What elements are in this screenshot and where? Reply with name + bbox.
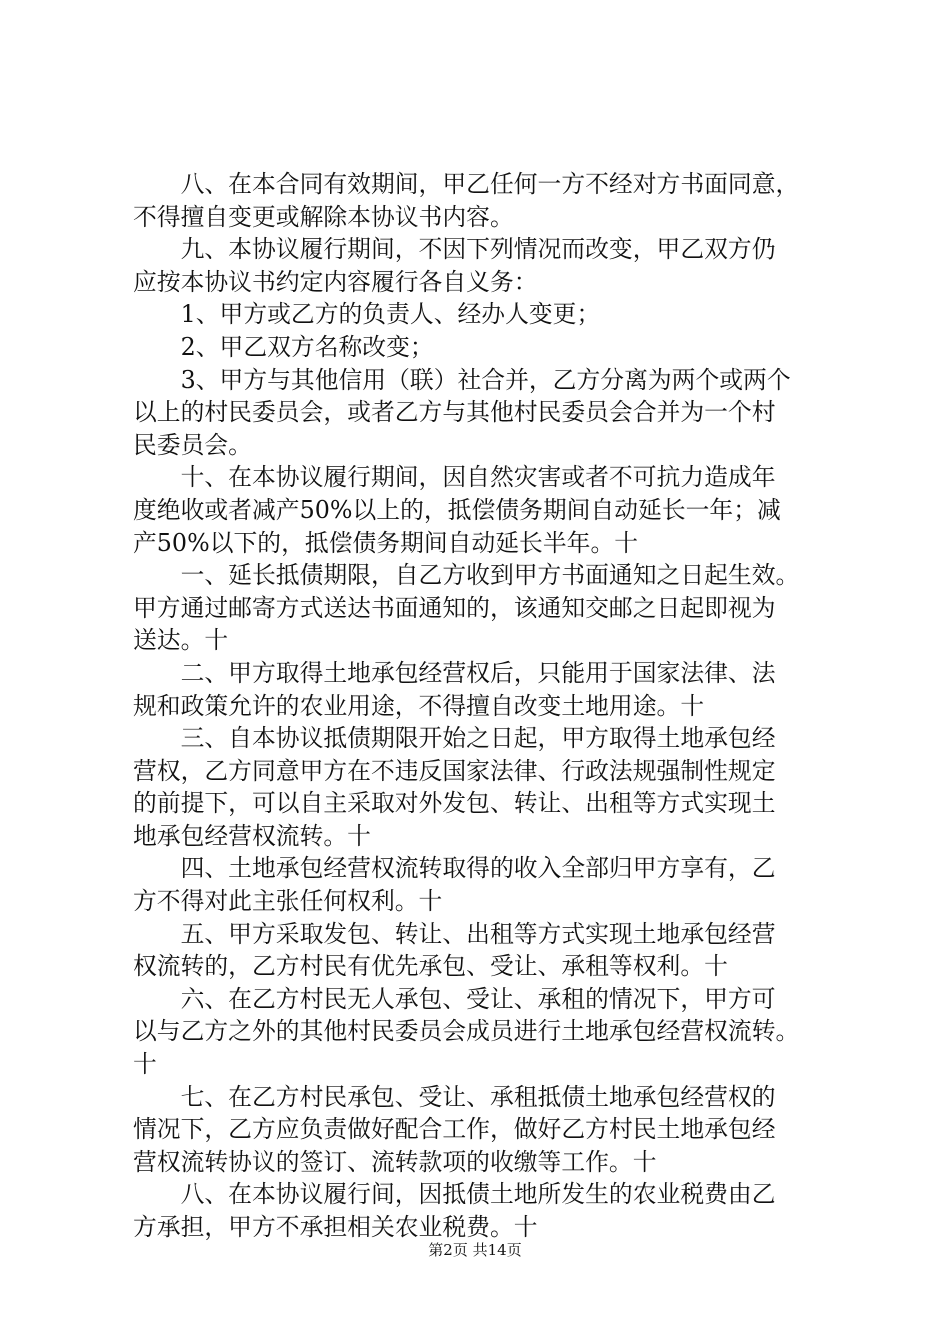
text-line: 情况下，乙方应负责做好配合工作，做好乙方村民土地承包经 <box>133 1115 776 1144</box>
text-line: 十 <box>133 1050 157 1079</box>
text-line: 以与乙方之外的其他村民委员会成员进行土地承包经营权流转。 <box>133 1017 800 1046</box>
text-line: 应按本协议书约定内容履行各自义务： <box>133 267 538 296</box>
text-line: 方承担，甲方不承担相关农业税费。十 <box>133 1213 538 1241</box>
text-line: 以上的村民委员会，或者乙方与其他村民委员会合并为一个村 <box>133 398 776 427</box>
text-line: 八、在本合同有效期间，甲乙任何一方不经对方书面同意， <box>133 170 800 198</box>
text-line: 2、甲乙双方名称改变； <box>133 332 434 361</box>
text-line: 八、在本协议履行间，因抵债土地所发生的农业税费由乙 <box>133 1180 776 1209</box>
text-line: 民委员会。 <box>133 430 252 459</box>
text-line: 六、在乙方村民无人承包、受让、承租的情况下，甲方可 <box>133 984 776 1013</box>
page-number-footer: 第2页 共14页 <box>428 1241 522 1259</box>
text-line: 产50%以下的，抵偿债务期间自动延长半年。十 <box>133 528 639 557</box>
text-line: 方不得对此主张任何权利。十 <box>133 887 443 916</box>
text-line: 地承包经营权流转。十 <box>133 821 371 850</box>
text-line: 度绝收或者减产50%以上的，抵偿债务期间自动延长一年；减 <box>133 495 781 524</box>
text-line: 四、土地承包经营权流转取得的收入全部归甲方享有，乙 <box>133 854 776 883</box>
text-line: 九、本协议履行期间，不因下列情况而改变，甲乙双方仍 <box>133 235 776 264</box>
text-line: 五、甲方采取发包、转让、出租等方式实现土地承包经营 <box>133 919 776 948</box>
text-line: 规和政策允许的农业用途，不得擅自改变土地用途。十 <box>133 691 705 720</box>
text-line: 营权，乙方同意甲方在不违反国家法律、行政法规强制性规定 <box>133 756 776 785</box>
text-line: 二、甲方取得土地承包经营权后，只能用于国家法律、法 <box>133 658 776 687</box>
text-line: 十、在本协议履行期间，因自然灾害或者不可抗力造成年 <box>133 463 776 492</box>
text-line: 甲方通过邮寄方式送达书面通知的，该通知交邮之日起即视为 <box>133 593 776 622</box>
text-line: 3、甲方与其他信用（联）社合并，乙方分离为两个或两个 <box>133 365 791 394</box>
text-line: 送达。十 <box>133 626 229 655</box>
text-line: 七、在乙方村民承包、受让、承租抵债土地承包经营权的 <box>133 1082 776 1111</box>
text-line: 不得擅自变更或解除本协议书内容。 <box>133 202 514 231</box>
text-line: 一、延长抵债期限，自乙方收到甲方书面通知之日起生效。 <box>133 561 800 590</box>
document-body <box>133 168 853 1244</box>
text-line: 三、自本协议抵债期限开始之日起，甲方取得土地承包经 <box>133 724 776 753</box>
text-line: 1、甲方或乙方的负责人、经办人变更； <box>133 300 601 329</box>
text-line: 权流转的，乙方村民有优先承包、受让、承租等权利。十 <box>133 952 728 981</box>
text-line: 营权流转协议的签订、流转款项的收缴等工作。十 <box>133 1147 657 1176</box>
text-line: 的前提下，可以自主采取对外发包、转让、出租等方式实现土 <box>133 789 776 818</box>
